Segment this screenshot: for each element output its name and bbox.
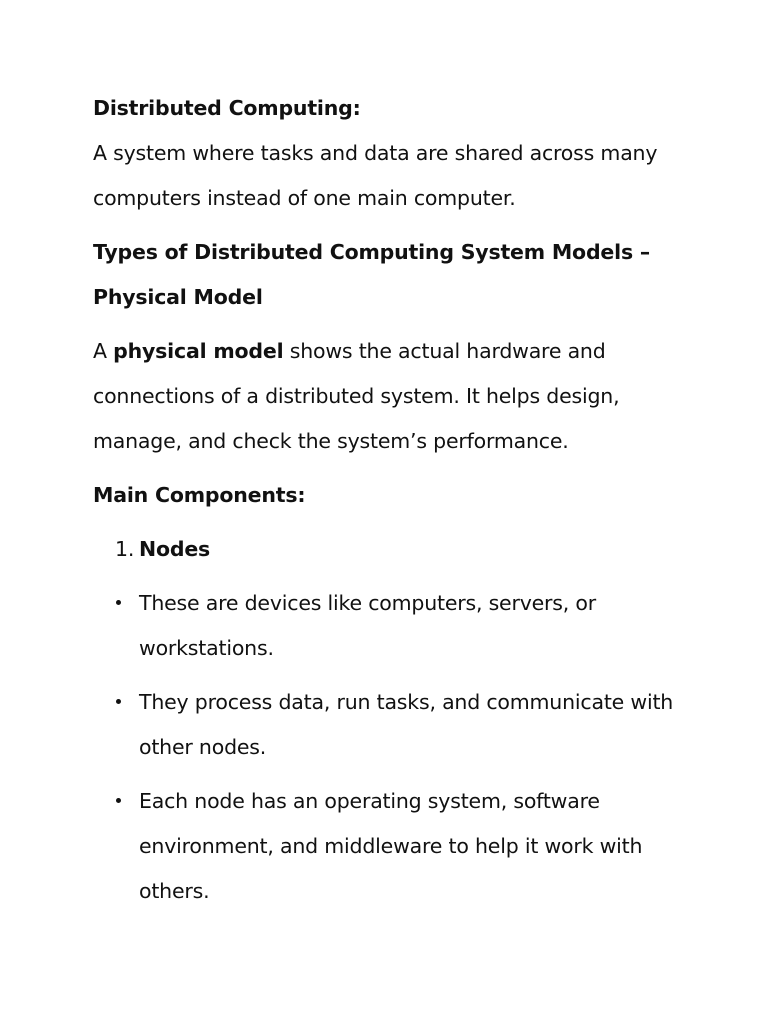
list-number: 1.	[115, 537, 135, 561]
section-heading: Types of Distributed Computing System Models – Physical Model	[93, 240, 650, 309]
document-page	[93, 86, 693, 914]
list-item-label: Nodes	[139, 537, 211, 561]
bullet-text: These are devices like computers, servers, or workstations.	[139, 591, 596, 660]
bullet-icon	[116, 798, 121, 803]
list-item	[93, 680, 693, 770]
intro-paragraph	[93, 329, 693, 464]
bullet-text: They process data, run tasks, and communicate with other nodes.	[139, 690, 674, 759]
bullet-text: Each node has an operating system, software environment, and middleware to help it work with others.	[139, 789, 643, 903]
list-item	[93, 779, 693, 914]
title-heading: Distributed Computing:	[93, 96, 361, 120]
bullet-icon	[116, 600, 121, 605]
bullet-icon	[116, 699, 121, 704]
definition-paragraph: A system where tasks and data are shared across many computers instead of one main computer.	[93, 141, 658, 210]
list-item	[93, 581, 693, 671]
components-heading: Main Components:	[93, 483, 306, 507]
intro-bold-term: physical model	[113, 339, 284, 363]
numbered-item	[93, 527, 693, 572]
intro-suffix: shows the actual hardware and connections of a distributed system. It helps design, manage, and check the system’s performance.	[93, 339, 620, 453]
intro-prefix: A	[93, 339, 114, 363]
